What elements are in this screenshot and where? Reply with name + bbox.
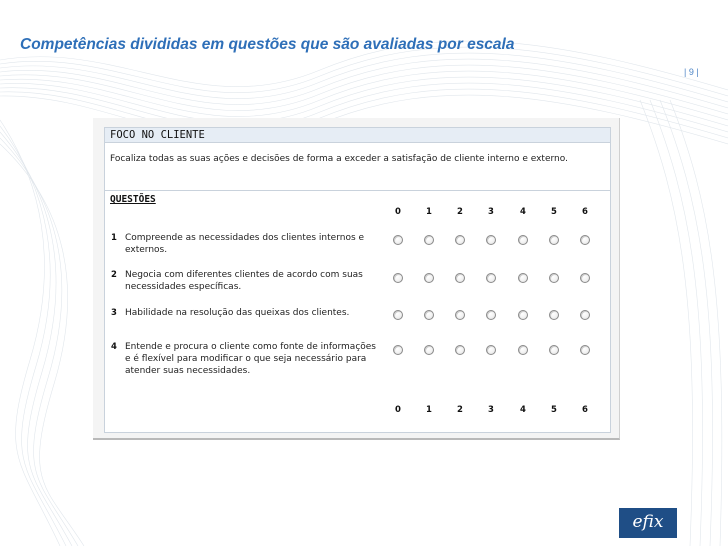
rating-radio[interactable] <box>393 235 403 245</box>
question-text: Habilidade na resolução das queixas dos clientes. <box>125 308 350 318</box>
question-number: 4 <box>111 342 117 352</box>
rating-radio[interactable] <box>424 235 434 245</box>
rating-radio[interactable] <box>518 310 528 320</box>
scale-label-top: 3 <box>488 207 494 217</box>
rating-radio[interactable] <box>549 235 559 245</box>
rating-radio[interactable] <box>393 273 403 283</box>
rating-radio[interactable] <box>549 273 559 283</box>
efix-logo <box>619 508 677 538</box>
rating-radio[interactable] <box>455 235 465 245</box>
question-text: Negocia com diferentes clientes de acordo com suas necessidades específicas. <box>125 270 363 292</box>
rating-radio[interactable] <box>486 235 496 245</box>
rating-radio[interactable] <box>518 235 528 245</box>
scale-label-top: 6 <box>582 207 588 217</box>
rating-radio[interactable] <box>580 345 590 355</box>
rating-radio[interactable] <box>580 273 590 283</box>
questions-header <box>105 190 610 208</box>
rating-radio[interactable] <box>549 345 559 355</box>
scale-label-bottom: 1 <box>426 405 432 415</box>
form-header <box>105 128 610 143</box>
question-text: Entende e procura o cliente como fonte de informações e é flexível para modificar o que seja necessário para atender suas necessidades. <box>125 342 376 376</box>
question-number: 3 <box>111 308 117 318</box>
rating-radio[interactable] <box>518 345 528 355</box>
rating-radio[interactable] <box>580 235 590 245</box>
scale-label-bottom: 5 <box>551 405 557 415</box>
rating-radio[interactable] <box>580 310 590 320</box>
rating-radio[interactable] <box>424 345 434 355</box>
scale-label-bottom: 2 <box>457 405 463 415</box>
rating-radio[interactable] <box>424 310 434 320</box>
rating-radio[interactable] <box>455 345 465 355</box>
question-number: 2 <box>111 270 117 280</box>
rating-radio[interactable] <box>486 310 496 320</box>
scale-label-bottom: 0 <box>395 405 401 415</box>
rating-radio[interactable] <box>455 310 465 320</box>
section-description: Focaliza todas as suas ações e decisões de forma a exceder a satisfação de cliente interno e externo. <box>110 154 568 164</box>
question-text: Compreende as necessidades dos clientes internos e externos. <box>125 233 365 255</box>
scale-label-top: 4 <box>520 207 526 217</box>
rating-radio[interactable] <box>393 310 403 320</box>
scale-label-top: 5 <box>551 207 557 217</box>
scale-label-bottom: 4 <box>520 405 526 415</box>
rating-radio[interactable] <box>455 273 465 283</box>
rating-radio[interactable] <box>486 273 496 283</box>
rating-radio[interactable] <box>424 273 434 283</box>
scale-label-bottom: 3 <box>488 405 494 415</box>
logo-text: efix <box>632 512 664 532</box>
slide-title: Competências divididas em questões que são avaliadas por escala <box>20 36 515 53</box>
scale-label-top: 0 <box>395 207 401 217</box>
section-title: FOCO NO CLIENTE <box>110 129 205 141</box>
page-number: | 9 | <box>684 67 699 77</box>
rating-radio[interactable] <box>518 273 528 283</box>
scale-label-bottom: 6 <box>582 405 588 415</box>
questions-header-label: QUESTÕES <box>110 194 156 205</box>
evaluation-form <box>104 127 611 433</box>
scale-label-top: 2 <box>457 207 463 217</box>
rating-radio[interactable] <box>393 345 403 355</box>
question-number: 1 <box>111 233 117 243</box>
scale-label-top: 1 <box>426 207 432 217</box>
rating-radio[interactable] <box>549 310 559 320</box>
rating-radio[interactable] <box>486 345 496 355</box>
